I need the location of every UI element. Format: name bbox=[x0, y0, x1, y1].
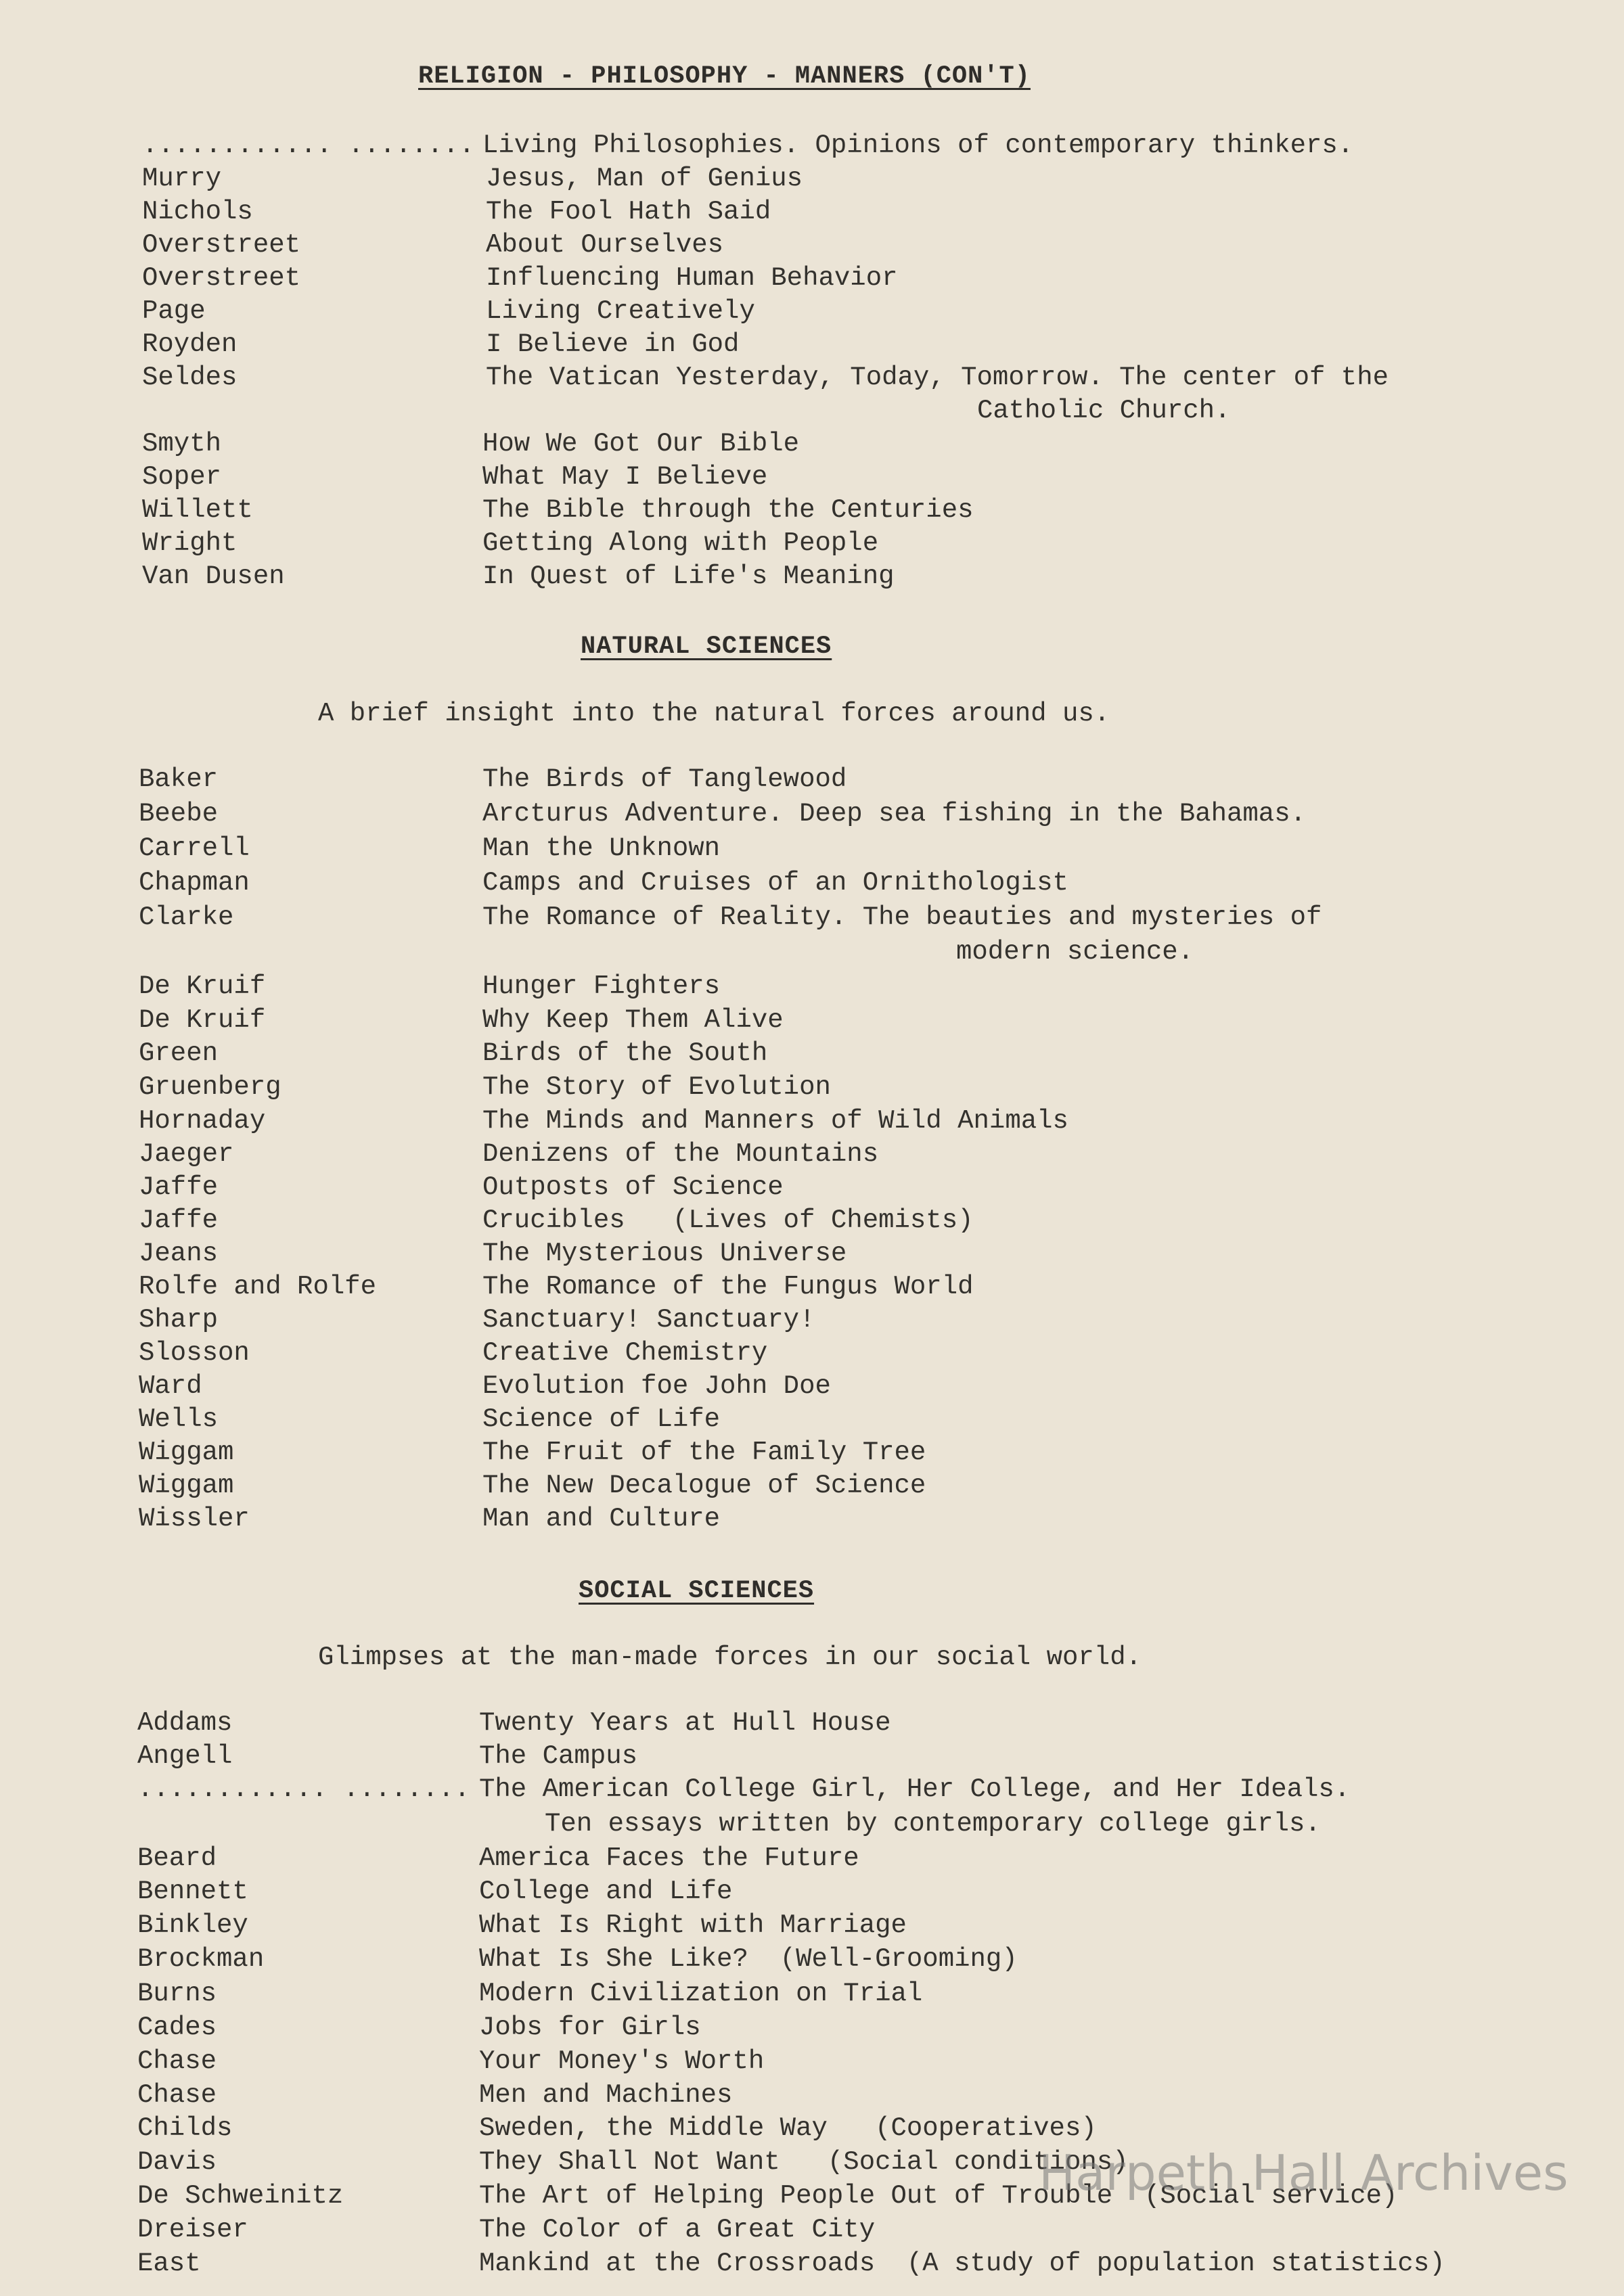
entry-title: Getting Along with People bbox=[482, 528, 879, 558]
entry-author: Willett bbox=[142, 495, 253, 525]
entry-author: Murry bbox=[142, 164, 222, 193]
entry-title: The Bible through the Centuries bbox=[482, 495, 974, 525]
entry-author: Beebe bbox=[139, 799, 219, 829]
entry-author: Addams bbox=[137, 1708, 233, 1738]
entry-title: How We Got Our Bible bbox=[482, 429, 800, 459]
entry-author: Jaffe bbox=[139, 1172, 219, 1202]
entry-author: Wells bbox=[139, 1404, 219, 1434]
entry-author: Slosson bbox=[139, 1338, 250, 1368]
entry-title: Sanctuary! Sanctuary! bbox=[482, 1305, 815, 1335]
entry-title: About Ourselves bbox=[486, 230, 724, 260]
entry-author: Beard bbox=[137, 1843, 217, 1873]
entry-author: Rolfe and Rolfe bbox=[139, 1272, 377, 1302]
entry-continuation: Ten essays written by contemporary college girls. bbox=[545, 1809, 1321, 1839]
entry-author: Seldes bbox=[142, 363, 238, 392]
entry-title: Jobs for Girls bbox=[479, 2013, 701, 2042]
entry-author: ............ ........ bbox=[137, 1774, 470, 1804]
entry-title: The Romance of the Fungus World bbox=[482, 1272, 974, 1302]
entry-continuation: Catholic Church. bbox=[977, 396, 1231, 426]
entry-author: Carrell bbox=[139, 833, 250, 863]
entry-author: Wright bbox=[142, 528, 238, 558]
section-heading-natural-sciences: NATURAL SCIENCES bbox=[581, 633, 832, 661]
entry-title: Sweden, the Middle Way (Cooperatives) bbox=[479, 2113, 1097, 2143]
entry-author: Ward bbox=[139, 1371, 202, 1401]
entry-author: Sharp bbox=[139, 1305, 219, 1335]
entry-author: Angell bbox=[137, 1741, 233, 1771]
entry-author: Gruenberg bbox=[139, 1072, 281, 1102]
entry-title: The Color of a Great City bbox=[479, 2215, 876, 2245]
entry-title: In Quest of Life's Meaning bbox=[482, 561, 895, 591]
entry-author: Overstreet bbox=[142, 230, 301, 260]
entry-title: College and Life bbox=[479, 1877, 733, 1906]
entry-title: The Minds and Manners of Wild Animals bbox=[482, 1106, 1068, 1136]
entry-author: East bbox=[137, 2249, 201, 2278]
archive-watermark: Harpeth Hall Archives bbox=[1039, 2144, 1569, 2201]
entry-author: Royden bbox=[142, 329, 238, 359]
entry-author: Baker bbox=[139, 764, 219, 794]
entry-title: Your Money's Worth bbox=[479, 2046, 765, 2076]
entry-title: Living Creatively bbox=[486, 296, 755, 326]
entry-author: Jeans bbox=[139, 1239, 219, 1268]
entry-author: Overstreet bbox=[142, 263, 301, 293]
entry-title: Birds of the South bbox=[482, 1038, 768, 1068]
entry-title: The Art of Helping People Out of Trouble (Social service) bbox=[479, 2181, 1398, 2211]
entry-author: Soper bbox=[142, 462, 222, 492]
entry-title: Influencing Human Behavior bbox=[486, 263, 898, 293]
entry-author: Burns bbox=[137, 1979, 217, 2008]
entry-title: Man the Unknown bbox=[482, 833, 721, 863]
entry-author: Chapman bbox=[139, 868, 250, 898]
entry-author: De Kruif bbox=[139, 1005, 266, 1035]
entry-title: Mankind at the Crossroads (A study of population statistics) bbox=[479, 2249, 1445, 2278]
entry-author: Davis bbox=[137, 2147, 217, 2177]
entry-author: Dreiser bbox=[137, 2215, 248, 2245]
entry-author: Wissler bbox=[139, 1504, 250, 1534]
entry-title: Evolution foe John Doe bbox=[482, 1371, 831, 1401]
entry-author: Childs bbox=[137, 2113, 233, 2143]
entry-title: They Shall Not Want (Social conditions) bbox=[479, 2147, 1129, 2177]
entry-title: America Faces the Future bbox=[479, 1843, 859, 1873]
entry-author: Bennett bbox=[137, 1877, 248, 1906]
entry-title: The Fool Hath Said bbox=[486, 197, 771, 227]
entry-title: Science of Life bbox=[482, 1404, 721, 1434]
entry-author: Cades bbox=[137, 2013, 217, 2042]
section-heading-religion: RELIGION - PHILOSOPHY - MANNERS (CON'T) bbox=[418, 62, 1031, 91]
entry-author: Hornaday bbox=[139, 1106, 266, 1136]
entry-title: Hunger Fighters bbox=[482, 971, 721, 1001]
entry-author: Wiggam bbox=[139, 1471, 234, 1500]
entry-author: De Kruif bbox=[139, 971, 266, 1001]
entry-author: Smyth bbox=[142, 429, 222, 459]
entry-author: Van Dusen bbox=[142, 561, 285, 591]
entry-title: Denizens of the Mountains bbox=[482, 1139, 879, 1169]
entry-author: Brockman bbox=[137, 1944, 265, 1974]
entry-author: De Schweinitz bbox=[137, 2181, 344, 2211]
entry-title: The Campus bbox=[479, 1741, 638, 1771]
entry-title: Men and Machines bbox=[479, 2080, 733, 2110]
entry-title: The Fruit of the Family Tree bbox=[482, 1438, 926, 1467]
entry-author: Nichols bbox=[142, 197, 253, 227]
entry-title: Outposts of Science bbox=[482, 1172, 784, 1202]
entry-title: What Is Right with Marriage bbox=[479, 1910, 907, 1940]
entry-title: What May I Believe bbox=[482, 462, 768, 492]
entry-author: Binkley bbox=[137, 1910, 248, 1940]
entry-title: The Romance of Reality. The beauties and mysteries of bbox=[482, 902, 1322, 932]
section-heading-social-sciences: SOCIAL SCIENCES bbox=[579, 1577, 815, 1605]
entry-title: Man and Culture bbox=[482, 1504, 721, 1534]
entry-title: The American College Girl, Her College, and Her Ideals. bbox=[479, 1774, 1351, 1804]
entry-title: The Birds of Tanglewood bbox=[482, 764, 847, 794]
section-intro: A brief insight into the natural forces around us. bbox=[318, 699, 1110, 729]
entry-title: The New Decalogue of Science bbox=[482, 1471, 926, 1500]
entry-author: Clarke bbox=[139, 902, 234, 932]
entry-title: Twenty Years at Hull House bbox=[479, 1708, 891, 1738]
entry-title: Arcturus Adventure. Deep sea fishing in the Bahamas. bbox=[482, 799, 1306, 829]
entry-author: ............ ........ bbox=[142, 131, 475, 160]
entry-title: Camps and Cruises of an Ornithologist bbox=[482, 868, 1068, 898]
entry-title: The Mysterious Universe bbox=[482, 1239, 847, 1268]
entry-title: Modern Civilization on Trial bbox=[479, 1979, 923, 2008]
entry-author: Wiggam bbox=[139, 1438, 234, 1467]
entry-title: Jesus, Man of Genius bbox=[486, 164, 803, 193]
entry-author: Jaeger bbox=[139, 1139, 234, 1169]
section-intro: Glimpses at the man-made forces in our social world. bbox=[318, 1643, 1142, 1672]
entry-title: Creative Chemistry bbox=[482, 1338, 768, 1368]
entry-title: The Story of Evolution bbox=[482, 1072, 831, 1102]
entry-title: I Believe in God bbox=[486, 329, 740, 359]
entry-title: Living Philosophies. Opinions of contemporary thinkers. bbox=[482, 131, 1354, 160]
entry-title: The Vatican Yesterday, Today, Tomorrow. The center of the bbox=[486, 363, 1389, 392]
entry-title: What Is She Like? (Well-Grooming) bbox=[479, 1944, 1018, 1974]
entry-author: Chase bbox=[137, 2046, 217, 2076]
entry-author: Page bbox=[142, 296, 206, 326]
entry-title: Why Keep Them Alive bbox=[482, 1005, 784, 1035]
entry-continuation: modern science. bbox=[956, 937, 1194, 967]
entry-author: Jaffe bbox=[139, 1206, 219, 1235]
entry-author: Chase bbox=[137, 2080, 217, 2110]
entry-author: Green bbox=[139, 1038, 219, 1068]
entry-title: Crucibles (Lives of Chemists) bbox=[482, 1206, 974, 1235]
